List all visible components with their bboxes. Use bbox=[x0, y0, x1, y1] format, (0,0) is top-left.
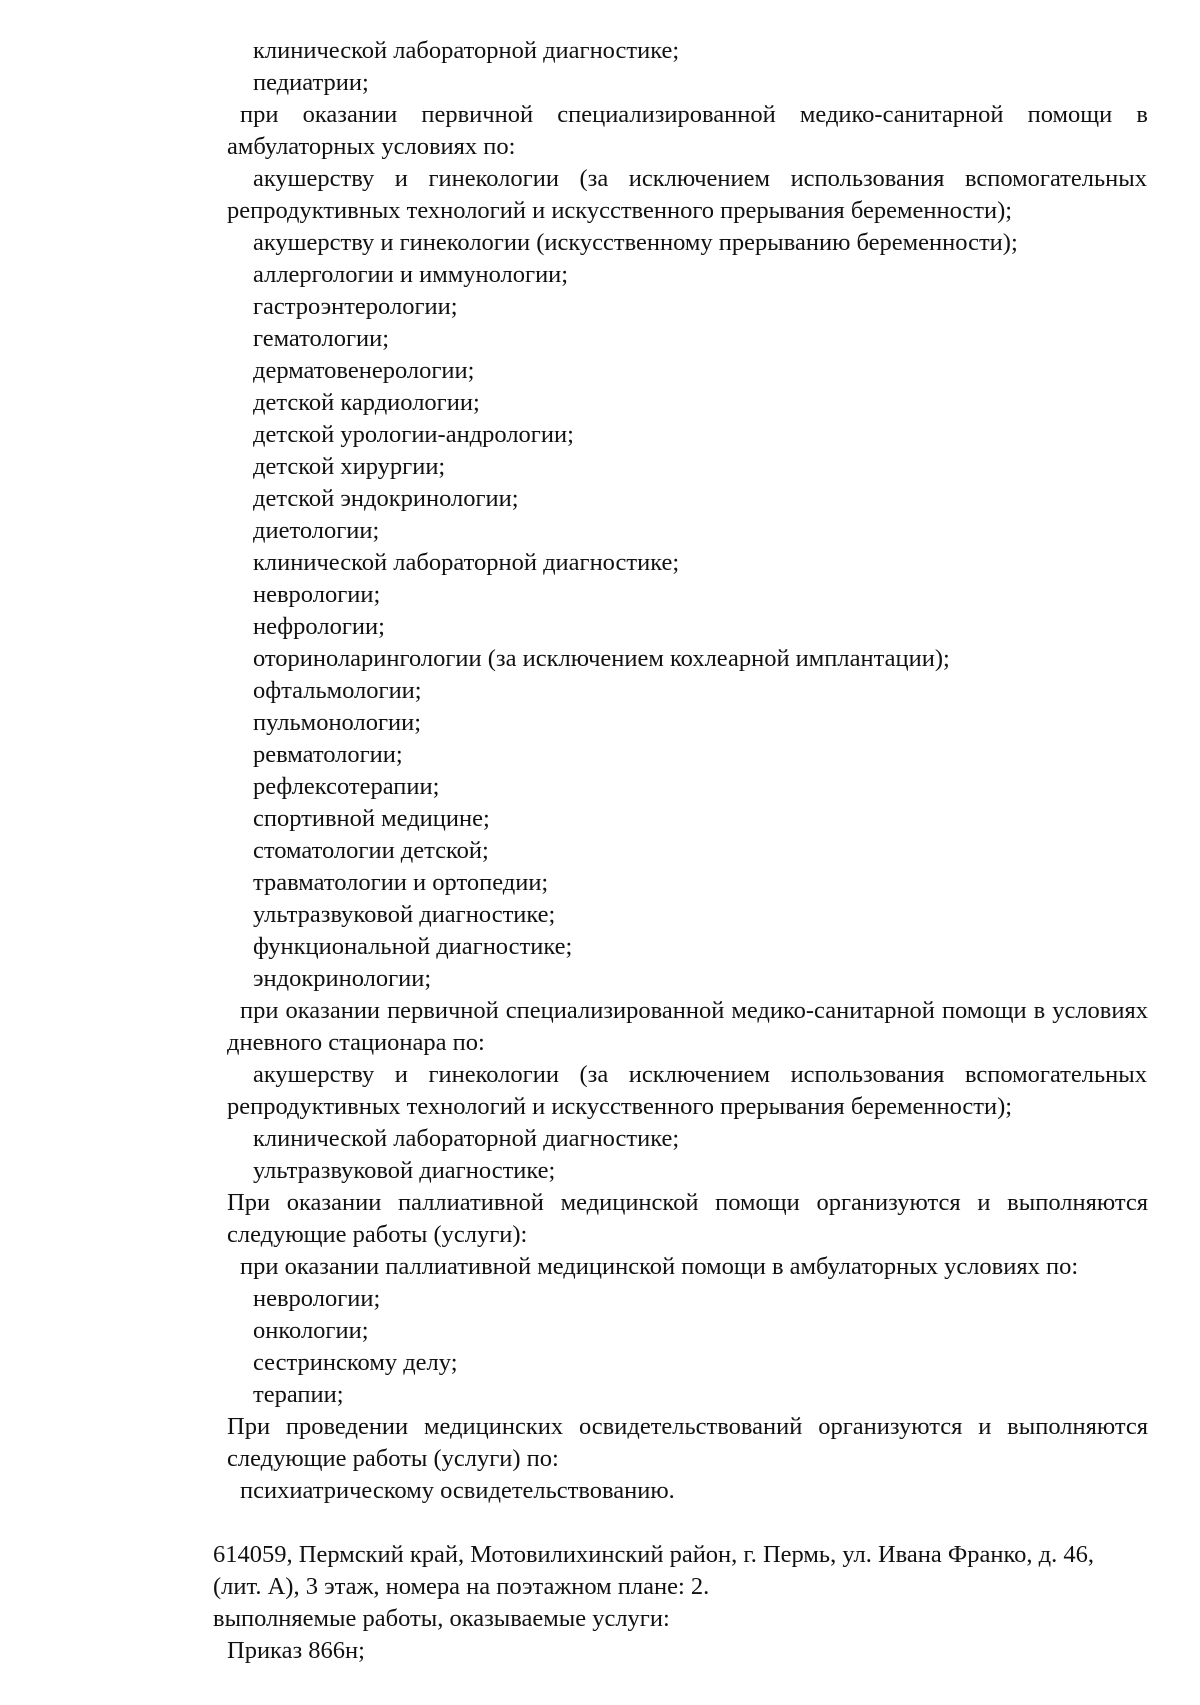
list-item: детской кардиологии; bbox=[253, 389, 480, 416]
section-heading: При проведении медицинских освидетельствований организуются и выполняются bbox=[227, 1413, 1148, 1440]
list-item: акушерству и гинекологии (за исключением использования вспомогательных bbox=[253, 1061, 1147, 1088]
list-item: терапии; bbox=[253, 1381, 344, 1408]
list-item: онкологии; bbox=[253, 1317, 369, 1344]
list-item: клинической лабораторной диагностике; bbox=[253, 1125, 680, 1152]
address-line: 614059, Пермский край, Мотовилихинский район, г. Пермь, ул. Ивана Франко, д. 46, bbox=[213, 1541, 1094, 1568]
list-item: ультразвуковой диагностике; bbox=[253, 901, 556, 928]
list-item: стоматологии детской; bbox=[253, 837, 489, 864]
section-heading-cont: следующие работы (услуги): bbox=[227, 1221, 528, 1248]
list-item: функциональной диагностике; bbox=[253, 933, 573, 960]
list-item: детской эндокринологии; bbox=[253, 485, 519, 512]
list-item: оториноларингологии (за исключением кохлеарной имплантации); bbox=[253, 645, 950, 672]
section-intro: при оказании первичной специализированной медико-санитарной помощи в условиях bbox=[240, 997, 1148, 1024]
list-item: травматологии и ортопедии; bbox=[253, 869, 549, 896]
section-intro-cont: дневного стационара по: bbox=[227, 1029, 485, 1056]
list-item: эндокринологии; bbox=[253, 965, 432, 992]
list-item: акушерству и гинекологии (за исключением использования вспомогательных bbox=[253, 165, 1147, 192]
list-item: гастроэнтерологии; bbox=[253, 293, 458, 320]
section-heading-cont: следующие работы (услуги) по: bbox=[227, 1445, 559, 1472]
list-item-cont: репродуктивных технологий и искусственного прерывания беременности); bbox=[227, 1093, 1013, 1120]
list-item: акушерству и гинекологии (искусственному прерыванию беременности); bbox=[253, 229, 1018, 256]
list-item: гематологии; bbox=[253, 325, 390, 352]
list-item-cont: репродуктивных технологий и искусственного прерывания беременности); bbox=[227, 197, 1013, 224]
list-item: сестринскому делу; bbox=[253, 1349, 458, 1376]
list-item: аллергологии и иммунологии; bbox=[253, 261, 569, 288]
list-item: ревматологии; bbox=[253, 741, 403, 768]
section-intro: при оказании паллиативной медицинской помощи в амбулаторных условиях по: bbox=[240, 1253, 1079, 1280]
section-heading: При оказании паллиативной медицинской помощи организуются и выполняются bbox=[227, 1189, 1148, 1216]
list-item: неврологии; bbox=[253, 581, 381, 608]
section-intro: психиатрическому освидетельствованию. bbox=[240, 1477, 675, 1504]
address-line: (лит. А), 3 этаж, номера на поэтажном плане: 2. bbox=[213, 1573, 710, 1600]
list-item: нефрологии; bbox=[253, 613, 385, 640]
list-item: клинической лабораторной диагностике; bbox=[253, 549, 680, 576]
order-reference: Приказ 866н; bbox=[227, 1637, 365, 1664]
section-intro-cont: амбулаторных условиях по: bbox=[227, 133, 516, 160]
section-intro: при оказании первичной специализированной медико-санитарной помощи в bbox=[240, 101, 1148, 128]
list-item: дерматовенерологии; bbox=[253, 357, 475, 384]
list-item: пульмонологии; bbox=[253, 709, 422, 736]
list-item: детской урологии-андрологии; bbox=[253, 421, 574, 448]
address-line: выполняемые работы, оказываемые услуги: bbox=[213, 1605, 670, 1632]
list-item: детской хирургии; bbox=[253, 453, 446, 480]
list-item: офтальмологии; bbox=[253, 677, 422, 704]
list-item: ультразвуковой диагностике; bbox=[253, 1157, 556, 1184]
list-item: спортивной медицине; bbox=[253, 805, 490, 832]
list-item: диетологии; bbox=[253, 517, 380, 544]
list-item: педиатрии; bbox=[253, 69, 369, 96]
list-item: клинической лабораторной диагностике; bbox=[253, 37, 680, 64]
list-item: рефлексотерапии; bbox=[253, 773, 440, 800]
list-item: неврологии; bbox=[253, 1285, 381, 1312]
